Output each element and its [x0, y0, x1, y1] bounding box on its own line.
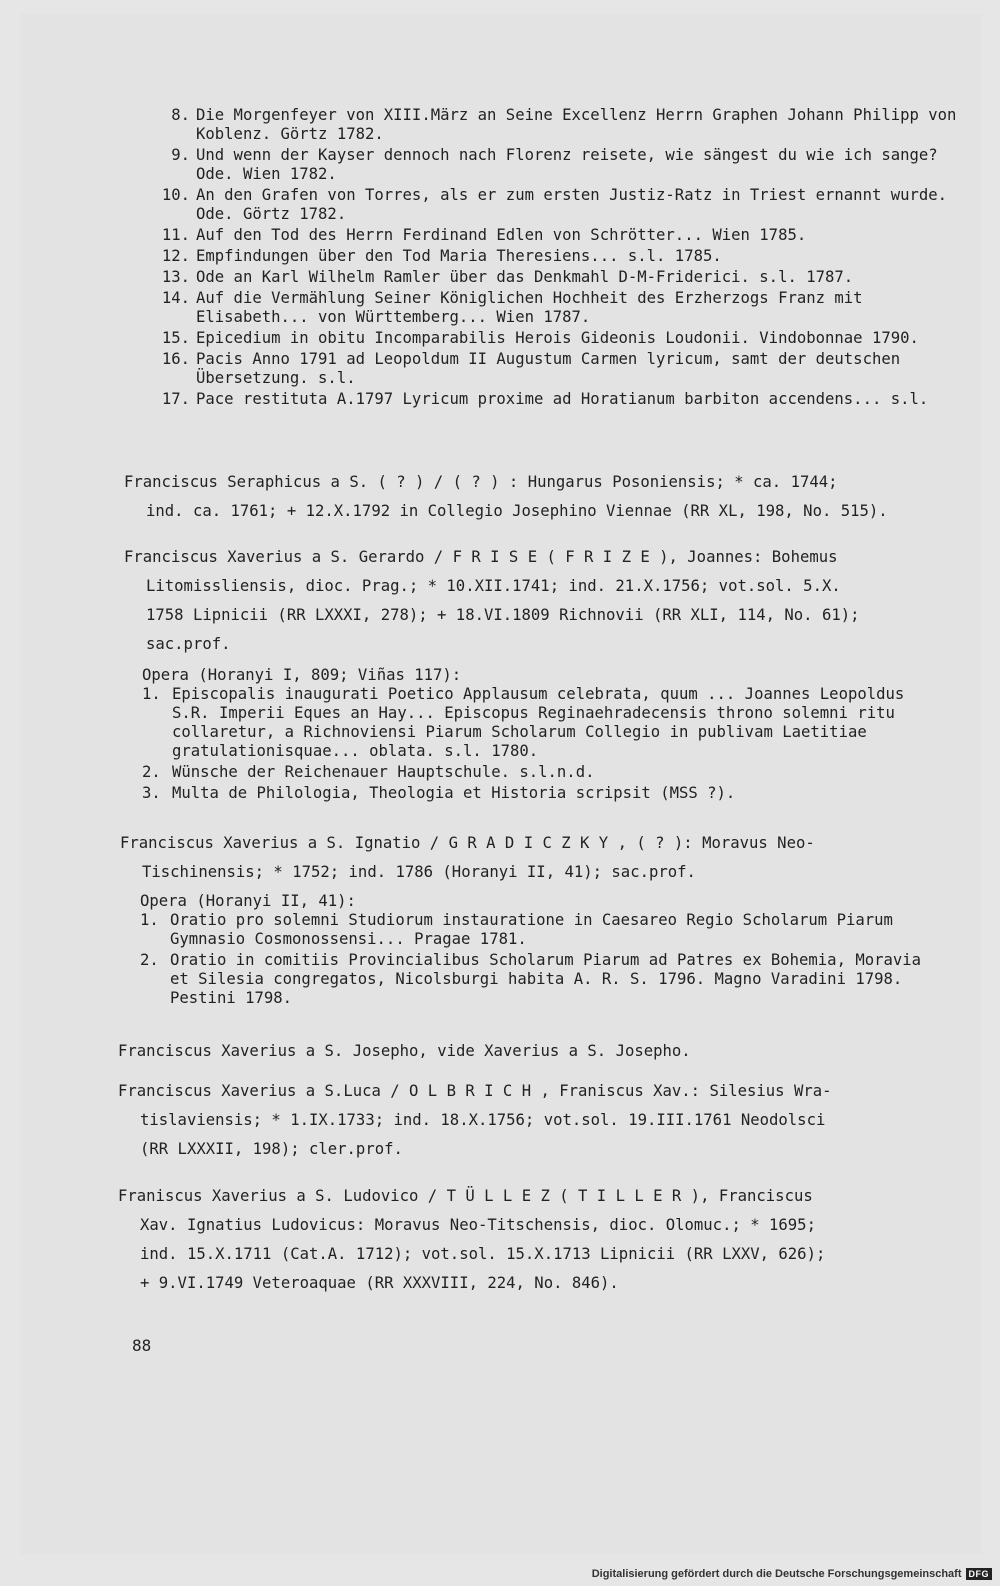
entry-head-line: Franciscus Xaverius a S. Gerardo / F R I S E ( F R I Z E ), Joannes: Bohemus: [124, 548, 838, 566]
opera-item-number: 3.: [142, 784, 161, 802]
list-item-number: 16.: [161, 350, 190, 368]
entry-continuation-line: Tischinensis; * 1752; ind. 1786 (Horanyi II, 41); sac.prof.: [142, 863, 696, 881]
page-number: 88: [132, 1336, 152, 1355]
entry-head-line: Franciscus Xaverius a S.Luca / O L B R I C H , Franiscus Xav.: Silesius Wra-: [118, 1082, 832, 1100]
list-item: [160, 329, 960, 348]
list-item: [160, 350, 960, 388]
list-item-number: 17.: [161, 390, 190, 408]
list-item: [160, 289, 960, 327]
list-item: [160, 268, 960, 287]
list-item-number: 15.: [161, 329, 190, 347]
opera-item-text: Oratio pro solemni Studiorum instauratione in Caesareo Regio Scholarum Piarum Gymnasio Cosmonossensi... Pragae 1781.: [170, 911, 893, 948]
list-item-text: Auf den Tod des Herrn Ferdinand Edlen von Schrötter... Wien 1785.: [196, 226, 807, 244]
opera-item-number: 2.: [140, 951, 159, 969]
opera-list: [140, 911, 940, 1008]
list-item-text: Pacis Anno 1791 ad Leopoldum II Augustum Carmen lyricum, samt der deutschen Übersetzung. s.l.: [196, 350, 901, 387]
list-item-number: 13.: [161, 268, 190, 286]
list-item-number: 12.: [161, 247, 190, 265]
opera-item-number: 2.: [142, 763, 161, 781]
entry-gerardo: [124, 543, 964, 659]
opera-item: [140, 911, 940, 949]
list-item-text: An den Grafen von Torres, als er zum ersten Justiz-Ratz in Triest ernannt wurde. Ode. Görtz 1782.: [196, 186, 948, 223]
list-item: [160, 186, 960, 224]
list-item-text: Epicedium in obitu Incomparabilis Herois Gideonis Loudonii. Vindobonnae 1790.: [196, 329, 919, 347]
entry-ignatio: [120, 829, 960, 887]
list-item-number: 9.: [171, 146, 190, 164]
list-item-text: Ode an Karl Wilhelm Ramler über das Denkmahl D-M-Friderici. s.l. 1787.: [196, 268, 854, 286]
entry-continuation-line: Xav. Ignatius Ludovicus: Moravus Neo-Titschensis, dioc. Olomuc.; * 1695;: [140, 1216, 816, 1234]
list-item-text: Auf die Vermählung Seiner Königlichen Hochheit des Erzherzogs Franz mit Elisabeth... von Württemberg... Wien 1787.: [196, 289, 863, 326]
dfg-logo-icon: DFG: [966, 1568, 993, 1580]
entry-continuation-line: sac.prof.: [146, 635, 231, 653]
entry-head-line: Franiscus Xaverius a S. Ludovico / T Ü L L E Z ( T I L L E R ), Franciscus: [118, 1187, 813, 1205]
entry-josepho: [118, 1037, 958, 1066]
list-item-text: Empfindungen über den Tod Maria Theresiens... s.l. 1785.: [196, 247, 722, 265]
opera-list: [142, 685, 942, 803]
opera-item: [142, 784, 942, 803]
opera-item-text: Episcopalis inaugurati Poetico Applausum celebrata, quum ... Joannes Leopoldus S.R. Imperii Eques an Hay... Episcopus Reginaehradecensis throno solemni ritu collaretur, a Richnoviensi Piarum Scholarum Collegio in publivam Laetitiae gratulationisquae... oblata. s.l. 1780.: [172, 685, 905, 760]
opera-heading: Opera (Horanyi II, 41):: [140, 892, 356, 910]
opera-item-text: Wünsche der Reichenauer Hauptschule. s.l.n.d.: [172, 763, 595, 781]
list-item: [160, 146, 960, 184]
opera-item: [142, 685, 942, 761]
works-list: [160, 106, 960, 411]
entry-continuation-line: 1758 Lipnicii (RR LXXXI, 278); + 18.VI.1809 Richnovii (RR XLI, 114, No. 61);: [146, 606, 860, 624]
entry-continuation-line: (RR LXXXII, 198); cler.prof.: [140, 1140, 403, 1158]
entry-luca: [118, 1077, 958, 1164]
list-item: [160, 226, 960, 245]
entry-ludovico: [118, 1182, 958, 1298]
footer-text: Digitalisierung gefördert durch die Deutsche Forschungsgemeinschaft: [591, 1568, 962, 1580]
opera-item-number: 1.: [140, 911, 159, 929]
list-item-text: Pace restituta A.1797 Lyricum proxime ad Horatianum barbiton accendens... s.l.: [196, 390, 929, 408]
list-item-text: Und wenn der Kayser dennoch nach Florenz reisete, wie sängest du wie ich sange? Ode. Wien 1782.: [196, 146, 938, 183]
list-item: [160, 106, 960, 144]
opera-ignatio: [140, 892, 940, 1010]
entry-seraphicus: [124, 468, 964, 526]
opera-item-number: 1.: [142, 685, 161, 703]
opera-item-text: Multa de Philologia, Theologia et Historia scripsit (MSS ?).: [172, 784, 736, 802]
entry-continuation-line: Litomissliensis, dioc. Prag.; * 10.XII.1741; ind. 21.X.1756; vot.sol. 5.X.: [146, 577, 841, 595]
list-item-number: 10.: [161, 186, 190, 204]
list-item-number: 11.: [161, 226, 190, 244]
opera-item: [142, 763, 942, 782]
list-item: [160, 390, 960, 409]
opera-item: [140, 951, 940, 1008]
entry-head-line: Franciscus Seraphicus a S. ( ? ) / ( ? ) : Hungarus Posoniensis; * ca. 1744;: [124, 473, 838, 491]
footer-credit: [592, 1568, 992, 1580]
entry-continuation-line: ind. 15.X.1711 (Cat.A. 1712); vot.sol. 15.X.1713 Lipnicii (RR LXXV, 626);: [140, 1245, 826, 1263]
opera-gerardo: [142, 666, 942, 805]
entry-head-line: Franciscus Xaverius a S. Ignatio / G R A D I C Z K Y , ( ? ): Moravus Neo-: [120, 834, 815, 852]
list-item-text: Die Morgenfeyer von XIII.März an Seine Excellenz Herrn Graphen Johann Philipp von Koblenz. Görtz 1782.: [196, 106, 957, 143]
opera-item-text: Oratio in comitiis Provincialibus Scholarum Piarum ad Patres ex Bohemia, Moravia et Silesia congregatos, Nicolsburgi habita A. R. S. 1796. Magno Varadini 1798. Pestini 1798.: [170, 951, 922, 1007]
list-item: [160, 247, 960, 266]
entry-continuation-line: ind. ca. 1761; + 12.X.1792 in Collegio Josephino Viennae (RR XL, 198, No. 515).: [146, 502, 888, 520]
opera-heading: Opera (Horanyi I, 809; Viñas 117):: [142, 666, 462, 684]
list-item-number: 14.: [161, 289, 190, 307]
entry-head-line: Franciscus Xaverius a S. Josepho, vide Xaverius a S. Josepho.: [118, 1042, 691, 1060]
entry-continuation-line: + 9.VI.1749 Veteroaquae (RR XXXVIII, 224, No. 846).: [140, 1274, 619, 1292]
entry-continuation-line: tislaviensis; * 1.IX.1733; ind. 18.X.1756; vot.sol. 19.III.1761 Neodolsci: [140, 1111, 826, 1129]
list-item-number: 8.: [171, 106, 190, 124]
